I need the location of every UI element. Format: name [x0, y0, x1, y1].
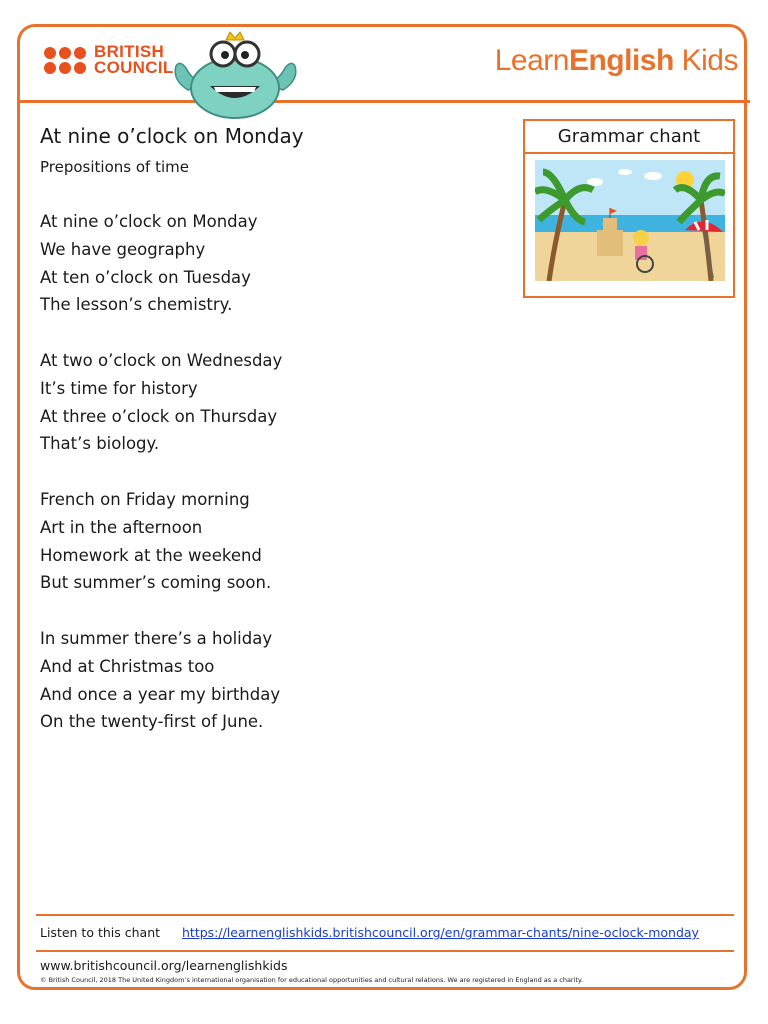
verse-line: At ten o’clock on Tuesday	[40, 267, 251, 287]
chant-link[interactable]: https://learnenglishkids.britishcouncil.org/en/grammar-chants/nine-oclock-monday	[182, 925, 699, 940]
verse-line: French on Friday morning	[40, 489, 250, 509]
verse-line: Art in the afternoon	[40, 517, 203, 537]
chant-lyrics	[40, 208, 282, 764]
verse-line: At nine o’clock on Monday	[40, 212, 258, 231]
header-divider	[17, 100, 750, 103]
verse-2	[40, 347, 282, 458]
verse-1	[40, 208, 282, 319]
verse-line: At three o’clock on Thursday	[40, 406, 278, 426]
page-title: At nine o’clock on Monday	[40, 124, 304, 148]
verse-line: We have geography	[40, 239, 206, 259]
verse-line: And at Christmas too	[40, 656, 215, 676]
verse-line: But summer’s coming soon.	[40, 573, 272, 593]
lek-logo-learn: Learn	[494, 44, 569, 77]
page-subtitle: Prepositions of time	[40, 158, 189, 176]
lek-logo-kids: Kids	[673, 44, 738, 77]
bc-logo-line2: COUNCIL	[94, 58, 174, 77]
monster-mascot-icon	[168, 28, 303, 120]
website-url: www.britishcouncil.org/learnenglishkids	[40, 958, 288, 973]
footer-divider-bottom	[36, 950, 734, 952]
footer-divider-top	[36, 914, 734, 916]
verse-line: That’s biology.	[40, 434, 160, 454]
verse-4	[40, 625, 282, 736]
bc-logo-line1: BRITISH	[94, 42, 165, 61]
british-council-dots-icon	[44, 47, 86, 74]
lek-logo-english: English	[568, 44, 674, 77]
verse-3	[40, 486, 282, 597]
verse-line: The lesson’s chemistry.	[40, 295, 233, 315]
beach-scene-icon	[535, 160, 725, 281]
verse-line: At two o’clock on Wednesday	[40, 350, 283, 370]
listen-label: Listen to this chant	[40, 925, 161, 940]
verse-line: In summer there’s a holiday	[40, 628, 273, 648]
british-council-logo	[44, 44, 174, 76]
verse-line: It’s time for history	[40, 378, 198, 398]
copyright-notice: © British Council, 2018 The United Kingdom’s international organisation for educational opportunities and cultural relations. We are registered in England as a charity.	[40, 976, 583, 984]
grammar-chant-badge: Grammar chant	[523, 119, 735, 154]
beach-illustration-box	[523, 152, 735, 298]
verse-line: And once a year my birthday	[40, 684, 281, 704]
verse-line: Homework at the weekend	[40, 545, 262, 565]
verse-line: On the twenty-first of June.	[40, 712, 264, 732]
learnenglish-kids-logo	[495, 44, 738, 78]
